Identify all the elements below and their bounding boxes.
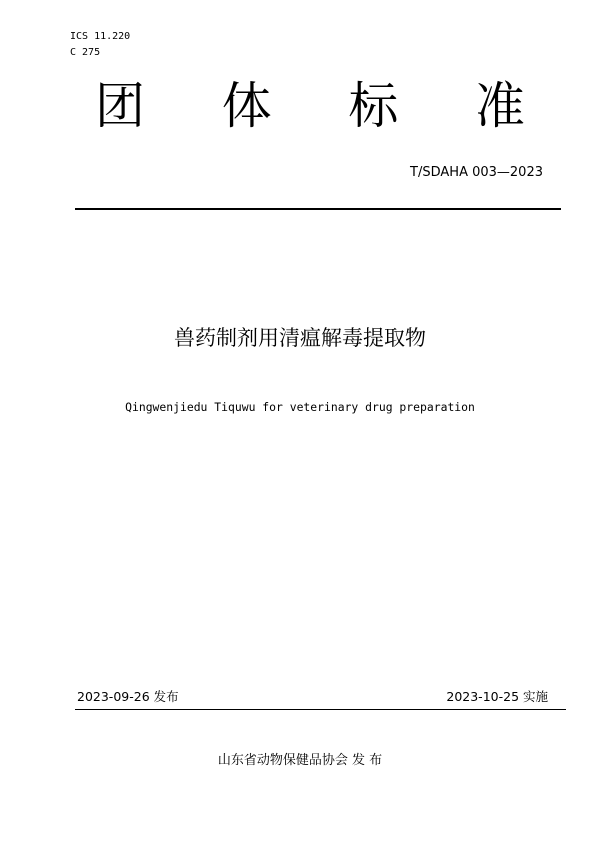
standard-type-char-1: 团 (95, 77, 145, 135)
issue-date: 2023-09-26 发布 (77, 689, 179, 704)
classification-codes (70, 29, 130, 61)
standard-type-char-4: 准 (474, 77, 525, 135)
standard-number: T/SDAHA 003—2023 (410, 165, 543, 180)
bottom-divider (75, 709, 566, 710)
ccs-code: C 275 (70, 47, 101, 58)
implementation-date: 2023-10-25 实施 (446, 689, 548, 704)
publisher: 山东省动物保健品协会 发 布 (217, 753, 383, 768)
document-title-chinese: 兽药制剂用清瘟解毒提取物 (174, 326, 426, 350)
standard-type-heading (95, 74, 525, 138)
standard-type-char-3: 标 (348, 77, 399, 135)
standard-type-char-2: 体 (221, 77, 272, 135)
top-divider (75, 208, 561, 210)
ics-code: ICS 11.220 (70, 31, 131, 42)
document-title-english: Qingwenjiedu Tiquwu for veterinary drug preparation (125, 400, 475, 414)
